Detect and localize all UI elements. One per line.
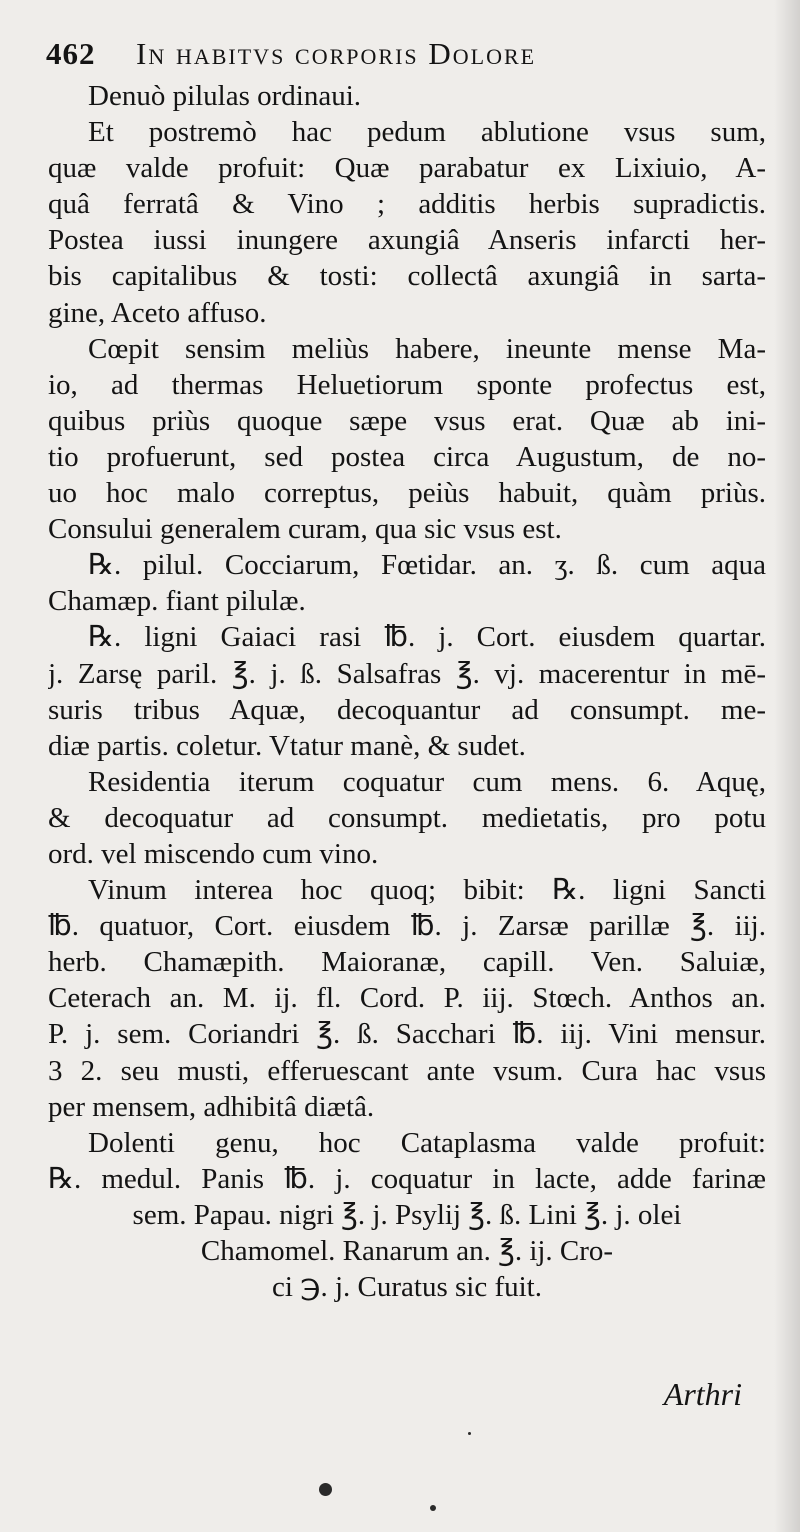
text-line: Chamomel. Ranarum an. ℥. ij. Cro- [200,1235,614,1267]
ink-speck [468,1432,471,1435]
text-line: j. Zarsę paril. ℥. j. ß. Salsafras ℥. vj. macerentur in mē- [48,657,766,690]
text-line: 3 2. seu musti, efferuescant ante vsum. Cura hac vsus [48,1054,766,1087]
text-line: gine, Aceto affuso. [48,296,267,329]
ink-speck [319,1483,332,1496]
text-line: ℞. ligni Gaiaci rasi ℔. j. Cort. eiusdem quartar. [88,621,766,654]
text-line: Dolenti genu, hoc Cataplasma valde profuit: [88,1126,766,1159]
text-line: quæ valde profuit: Quæ parabatur ex Lixiuio, A- [48,152,766,185]
text-line: io, ad thermas Heluetiorum sponte profectus est, [48,368,766,401]
text-line: diæ partis. coletur. Vtatur manè, & sudet. [48,729,526,762]
text-line: Postea iussi inungere axungiâ Anseris infarcti her- [48,224,766,257]
text-line: Ceterach an. M. ij. fl. Cord. P. iij. Stœch. Anthos an. [48,982,766,1015]
text-line: uo hoc malo correptus, peiùs habuit, quàm priùs. [48,477,766,510]
text-line: ℔. quatuor, Cort. eiusdem ℔. j. Zarsæ parillæ ℥. iij. [48,910,766,943]
text-line: sem. Papau. nigri ℥. j. Psylij ℥. ß. Lini ℥. j. olei [132,1198,682,1231]
text-line: quâ ferratâ & Vino ; additis herbis supradictis. [48,188,766,221]
text-line: tio profuerunt, sed postea circa Augustum, de no- [48,440,766,473]
running-title: In habitvs corporis Dolore [136,36,537,71]
text-line: ℞. medul. Panis ℔. j. coquatur in lacte, adde farinæ [48,1162,766,1195]
catchword: Arthri [663,1376,742,1412]
text-line: bis capitalibus & tosti: collectâ axungiâ in sarta- [48,260,766,293]
text-line: Vinum interea hoc quoq; bibit: ℞. ligni Sancti [88,874,766,907]
text-line: & decoquatur ad consumpt. medietatis, pro potu [48,801,766,834]
text-line: Denuò pilulas ordinaui. [88,80,362,112]
text-line: Et postremò hac pedum ablutione vsus sum, [88,116,766,149]
text-line: Consului generalem curam, qua sic vsus est. [48,513,562,546]
body-text [48,78,766,1305]
text-line: Cœpit sensim meliùs habere, ineunte mense Ma- [88,332,766,365]
text-line: ci ℈. j. Curatus sic fuit. [272,1271,542,1304]
text-line: P. j. sem. Coriandri ℥. ß. Sacchari ℔. iij. Vini mensur. [48,1018,766,1051]
text-line: Residentia iterum coquatur cum mens. 6. Aquę, [88,765,766,798]
text-line: ord. vel miscendo cum vino. [48,837,379,870]
running-head [46,36,746,76]
text-line: per mensem, adhibitâ diætâ. [48,1090,375,1123]
text-line: Chamæp. fiant pilulæ. [48,585,306,618]
text-line: ℞. pilul. Cocciarum, Fœtidar. an. ʒ. ß. cum aqua [88,549,766,582]
page-number: 462 [46,36,96,71]
text-line: quibus priùs quoque sæpe vsus erat. Quæ ab ini- [48,404,766,437]
text-line: suris tribus Aquæ, decoquantur ad consumpt. me- [48,693,766,726]
ink-speck [430,1505,436,1511]
text-line: herb. Chamæpith. Maioranæ, capill. Ven. Saluiæ, [48,946,766,979]
